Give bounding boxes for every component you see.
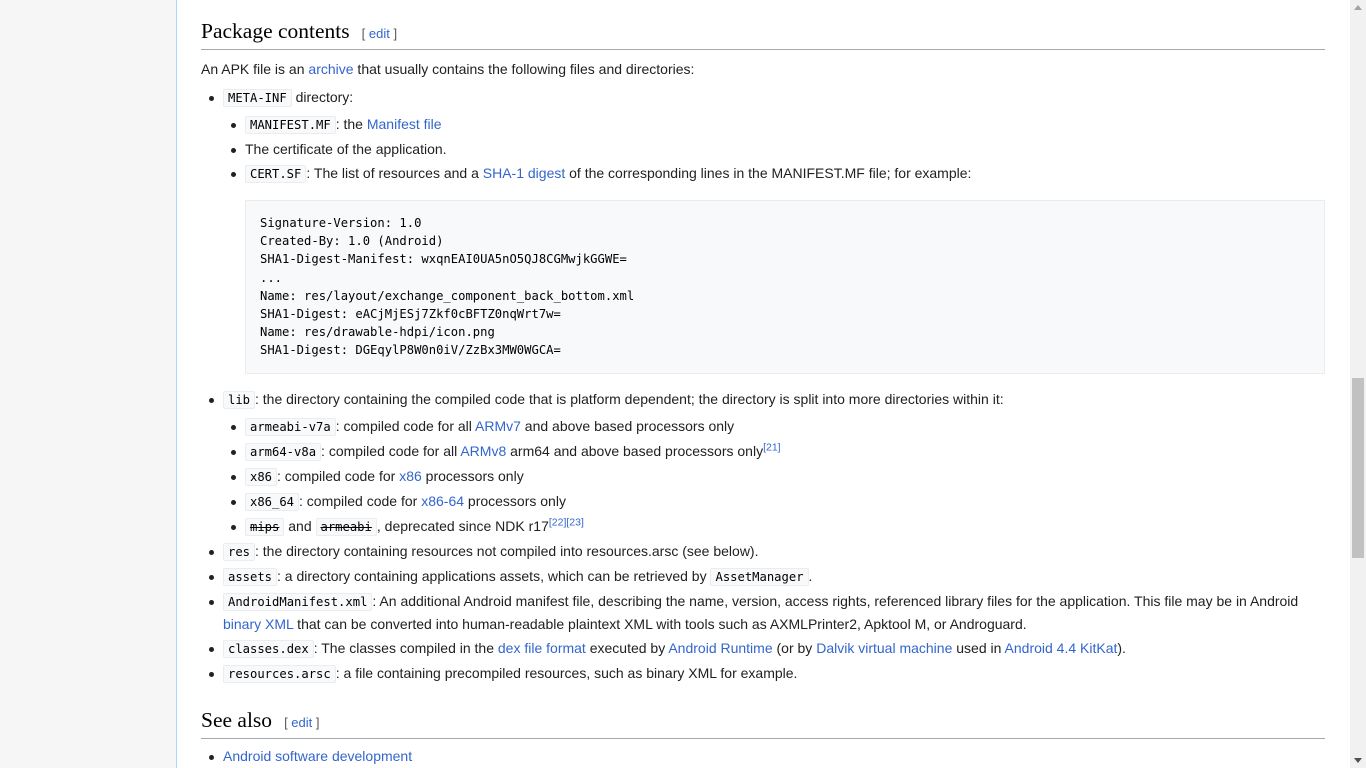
heading-text: Package contents (201, 19, 350, 43)
dex-file-format-link[interactable]: dex file format (497, 639, 586, 656)
meta-inf-code: META-INF (223, 89, 292, 107)
arm64-v8a-code: arm64-v8a (245, 443, 321, 461)
scroll-up-button[interactable] (1350, 0, 1366, 16)
classes-dex-code: classes.dex (223, 640, 314, 658)
kitkat-link[interactable]: Android 4.4 KitKat (1004, 639, 1118, 656)
list-item-certificate: The certificate of the application. (245, 138, 1325, 160)
article-content (176, 0, 1350, 768)
heading-text: See also (201, 707, 273, 732)
x86-64-code: x86_64 (245, 493, 299, 511)
reference-23-link[interactable]: [23] (566, 515, 584, 528)
list-item-x86-64: x86_64 : compiled code for x86-64 processors only (245, 490, 1325, 513)
list-item-arm64-v8a: arm64-v8a : compiled code for all ARMv8 arm64 and above based processors only[21] (245, 440, 1325, 463)
assets-code: assets (223, 568, 277, 586)
vertical-scrollbar[interactable] (1350, 0, 1366, 768)
edit-section: [ edit ] (361, 26, 398, 41)
x86-link[interactable]: x86 (399, 467, 422, 484)
intro-paragraph: An APK file is an archive that usually contains the following files and directories: (201, 61, 695, 77)
x86-code: x86 (245, 468, 277, 486)
res-code: res (223, 543, 255, 561)
section-heading-see-also (201, 707, 1325, 739)
resources-arsc-code: resources.arsc (223, 665, 336, 683)
list-item-cert-sf: CERT.SF : The list of resources and a SHA-1 digest of the corresponding lines in the MANIFEST.MF file; for example: Signature-Version: 1.0 Created-By: 1.0 (Android) SHA1-Digest-Manifest: wxqnEAI0UA5nO5QJ8CGMwjkGGWE= ... Name: res/layout/exchange_component_back_bottom.xml SHA1-Digest: eACjMjESj7Zkf0cBFTZ0nqWrt7w= Name: res/drawable-hdpi/icon.png SHA1-Digest: DGEqylP8W0n0iV/ZzBx3MW0WGCA= (245, 162, 1325, 374)
section-heading-package-contents (201, 18, 1325, 50)
manifest-code-block: Signature-Version: 1.0 Created-By: 1.0 (Android) SHA1-Digest-Manifest: wxqnEAI0UA5nO5QJ8CGMwjkGGWE= ... Name: res/layout/exchange_component_back_bottom.xml SHA1-Digest: eACjMjESj7Zkf0cBFTZ0nqWrt7w= Name: res/drawable-hdpi/icon.png SHA1-Digest: DGEqylP8W0n0iV/ZzBx3MW0WGCA= (245, 200, 1325, 374)
armv7-link[interactable]: ARMv7 (475, 417, 521, 434)
reference-23 (566, 516, 584, 528)
list-item-meta-inf: META-INF directory: MANIFEST.MF : the Manifest file The certificate of the application. CERT.SF : The list of resources and a SHA-1 digest of the corresponding lines in the MANIFEST.MF file; for example: Signature-Version: 1.0 Created-By: 1.0 (Android) SHA1-Digest-Manifest: wxqnEAI0UA5nO5QJ8CGMwjkGGWE= ... Name: res/layout/exchange_component_back_bottom.xml SHA1-Digest: eACjMjESj7Zkf0cBFTZ0nqWrt7w= Name: res/drawable-hdpi/icon.png SHA1-Digest: DGEqylP8W0n0iV/ZzBx3MW0WGCA= (223, 86, 1325, 374)
reference-22 (549, 516, 567, 528)
reference-22-link[interactable]: [22] (548, 515, 567, 528)
see-also-list (201, 745, 1325, 767)
list-item-res: res : the directory containing resources not compiled into resources.arsc (see below). (223, 540, 1325, 563)
mips-code: mips (245, 518, 284, 536)
android-runtime-link[interactable]: Android Runtime (668, 639, 773, 656)
meta-inf-sublist (223, 113, 1325, 374)
manifest-mf-code: MANIFEST.MF (245, 116, 336, 134)
list-item-deprecated: mips and armeabi , deprecated since NDK r17[22][23] (245, 515, 1325, 538)
chevron-down-icon (1354, 758, 1362, 763)
edit-link-package-contents[interactable]: edit (368, 26, 390, 41)
sha1-digest-link[interactable]: SHA-1 digest (482, 165, 566, 181)
list-item-see-also (223, 745, 1325, 767)
list-item-resources-arsc: resources.arsc : a file containing precompiled resources, such as binary XML for example. (223, 662, 1325, 685)
android-software-development-link[interactable]: Android software development (223, 747, 413, 764)
lib-code: lib (223, 391, 255, 409)
reference-21-link[interactable]: [21] (763, 440, 781, 453)
list-item-androidmanifest: AndroidManifest.xml : An additional Android manifest file, describing the name, version, access rights, referenced library files for the application. This file may be in Android binary XML that can be converted into human-readable plaintext XML with tools such as AXMLPrinter2, Apktool M, or Androguard. (223, 590, 1325, 635)
list-item-manifest-mf: MANIFEST.MF : the Manifest file (245, 113, 1325, 136)
list-item-x86: x86 : compiled code for x86 processors only (245, 465, 1325, 488)
reference-21 (763, 441, 781, 453)
package-contents-list (201, 86, 1325, 685)
edit-link-see-also[interactable]: edit (291, 714, 313, 730)
list-item-armeabi-v7a: armeabi-v7a : compiled code for all ARMv7 and above based processors only (245, 415, 1325, 438)
scroll-thumb[interactable] (1352, 378, 1364, 558)
x86-64-link[interactable]: x86-64 (421, 492, 465, 509)
chevron-up-icon (1354, 5, 1362, 10)
list-item-assets: assets : a directory containing applications assets, which can be retrieved by AssetManager . (223, 565, 1325, 588)
binary-xml-link[interactable]: binary XML (223, 615, 294, 632)
archive-link[interactable]: archive (308, 61, 354, 77)
armeabi-v7a-code: armeabi-v7a (245, 418, 336, 436)
list-item-lib: lib : the directory containing the compiled code that is platform dependent; the directory is split into more directories within it: armeabi-v7a : compiled code for all ARMv7 and above based processors only arm64-v8a : compiled code for all ARMv8 arm64 and above based processors only[21] x86 : compiled code for x86 processors only x86_64 : compiled code for x86-64 processors only mips and armeabi , deprecated since NDK r17[22][23] (223, 388, 1325, 538)
armeabi-code: armeabi (316, 518, 377, 536)
dalvik-link[interactable]: Dalvik virtual machine (816, 639, 953, 656)
androidmanifest-code: AndroidManifest.xml (223, 593, 372, 611)
scroll-down-button[interactable] (1350, 752, 1366, 768)
assetmanager-code: AssetManager (710, 568, 808, 586)
edit-section: [ edit ] (284, 714, 320, 730)
armv8-link[interactable]: ARMv8 (460, 442, 507, 459)
list-item-classes-dex: classes.dex : The classes compiled in the dex file format executed by Android Runtime (or by Dalvik virtual machine used in Android 4.4 KitKat). (223, 637, 1325, 660)
manifest-file-link[interactable]: Manifest file (366, 116, 442, 132)
lib-sublist (223, 415, 1325, 538)
cert-sf-code: CERT.SF (245, 165, 306, 183)
